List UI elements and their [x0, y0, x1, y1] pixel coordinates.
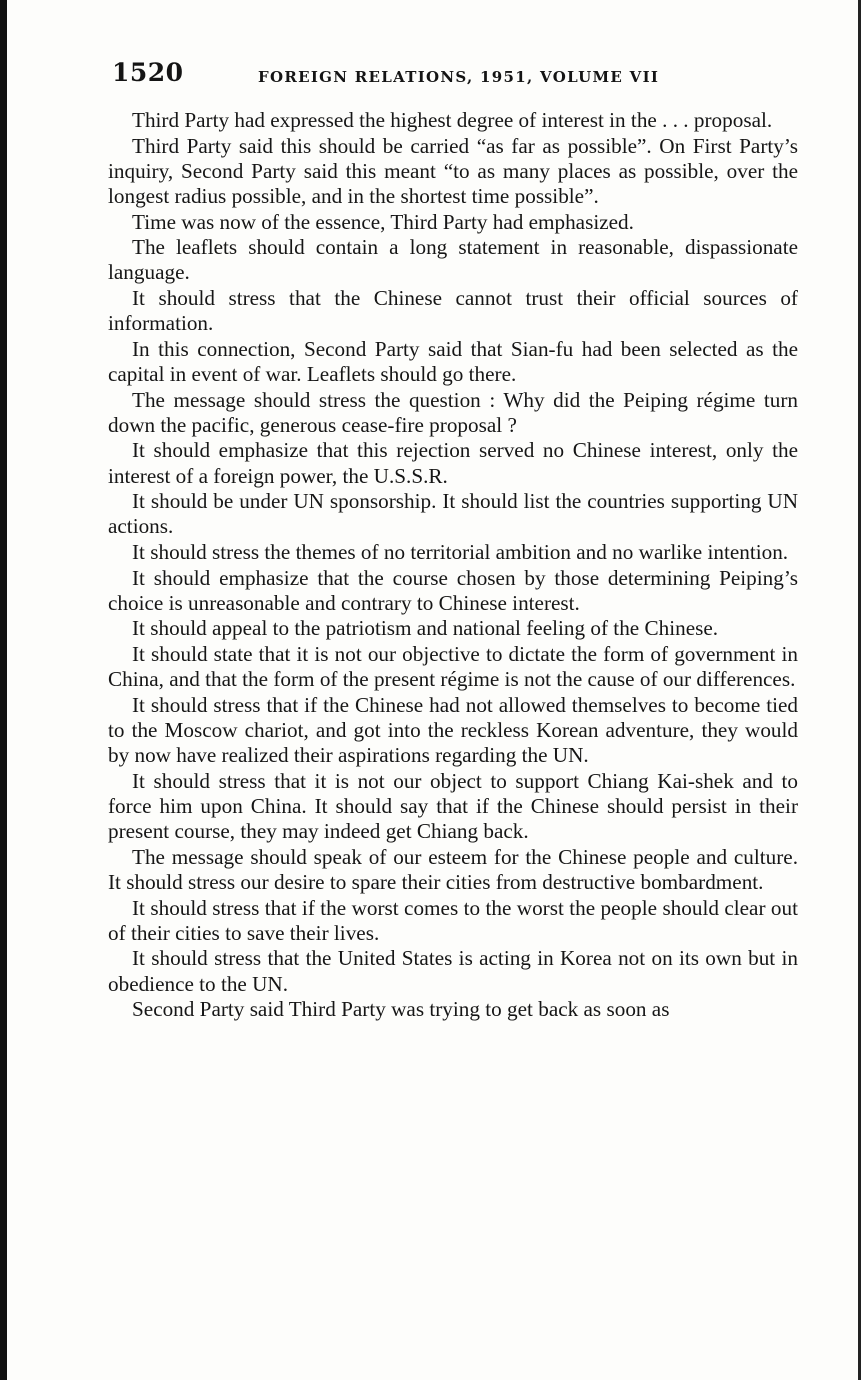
paragraph: It should state that it is not our objective to dictate the form of government in China, and that the form of the present régime is not the cause of our differences. — [108, 641, 798, 692]
paragraph: Second Party said Third Party was trying to get back as soon as — [132, 997, 670, 1022]
paragraph: Third Party said this should be carried “as far as possible”. On First Party’s inquiry, Second Party said this meant “to as many places as possible, over the longest radius possible, and in the shortest time possible”. — [108, 133, 798, 208]
paragraph: It should emphasize that this rejection served no Chinese interest, only the interest of a foreign power, the U.S.S.R. — [108, 438, 798, 488]
paragraph: It should emphasize that the course chosen by those determining Peiping’s choice is unreasonable and contrary to Chinese interest. — [108, 565, 798, 615]
paragraph: The message should stress the question : Why did the Peiping régime turn down the pacific, generous cease-fire proposal ? — [108, 387, 798, 437]
paragraph: It should stress that the United States is acting in Korea not on its own but in obedience to the UN. — [108, 946, 798, 996]
paragraph: It should appeal to the patriotism and national feeling of the Chinese. — [132, 616, 719, 641]
paragraph: In this connection, Second Party said that Sian-fu had been selected as the capital in event of war. Leaflets should go there. — [108, 336, 798, 386]
paragraph: It should stress the themes of no territorial ambition and no warlike intention. — [132, 539, 789, 564]
running-title: FOREIGN RELATIONS, 1951, VOLUME VII — [258, 68, 660, 86]
paragraph: It should stress that if the Chinese had not allowed themselves to become tied to the Moscow chariot, and got into the reckless Korean adventure, they would by now have realized their aspirations regarding the UN. — [108, 692, 798, 768]
paragraph: It should stress that it is not our object to support Chiang Kai-shek and to force him upon China. It should say that if the Chinese should persist in their present course, they may indeed get Chiang back. — [108, 768, 798, 844]
paragraph: It should stress that if the worst comes to the worst the people should clear out of their cities to save their lives. — [108, 895, 798, 945]
paragraph: The message should speak of our esteem for the Chinese people and culture. It should stress our desire to spare their cities from destructive bombardment. — [108, 844, 798, 894]
scan-left-border — [0, 0, 7, 1380]
page-number: 1520 — [112, 58, 184, 87]
paragraph: It should stress that the Chinese cannot trust their official sources of information. — [108, 285, 798, 336]
running-head — [112, 58, 792, 98]
paragraph: Time was now of the essence, Third Party had emphasized. — [132, 209, 634, 234]
paragraph: The leaflets should contain a long statement in reasonable, dispassionate language. — [108, 235, 798, 285]
body-text — [108, 108, 798, 1023]
paragraph: It should be under UN sponsorship. It should list the countries supporting UN actions. — [108, 489, 798, 539]
paragraph: Third Party had expressed the highest degree of interest in the . . . proposal. — [132, 108, 773, 132]
